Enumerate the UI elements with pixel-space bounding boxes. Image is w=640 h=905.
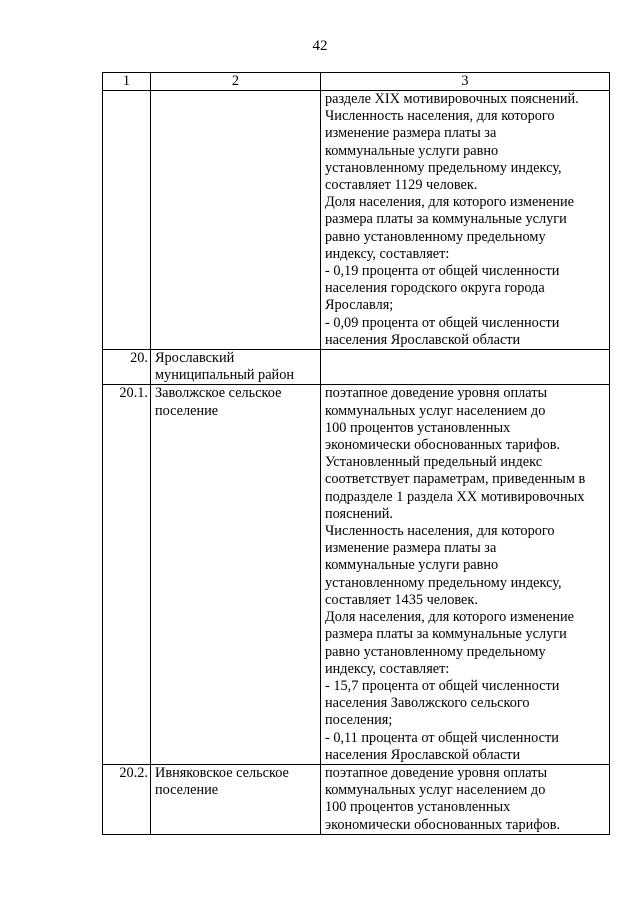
description-cell: [321, 91, 610, 350]
municipality-name-cell: [151, 385, 321, 764]
row-number-cell: 20.: [103, 350, 151, 385]
page-number: 42: [312, 38, 328, 54]
row-number-cell: 20.2.: [103, 764, 151, 834]
description-line: размера платы за коммунальные услуги: [325, 626, 567, 643]
table-header: [103, 73, 610, 91]
description-line: населения Ярославской области: [325, 331, 521, 348]
description-line: Доля населения, для которого изменение: [325, 609, 574, 626]
description-line: коммунальных услуг населением до: [325, 782, 546, 799]
description-line: размера платы за коммунальные услуги: [325, 211, 567, 228]
description-line: Установленный предельный индекс: [325, 454, 543, 471]
description-line: поэтапное доведение уровня оплаты: [325, 385, 548, 402]
description-line: поселения;: [325, 712, 393, 729]
column-header-2: 2: [151, 73, 321, 91]
description-line: индексу, составляет:: [325, 660, 450, 677]
description-line: равно установленному предельному: [325, 643, 546, 660]
description-line: установленному предельному индексу,: [325, 574, 562, 591]
municipality-name-cell: [151, 764, 321, 834]
municipality-name-cell: [151, 350, 321, 385]
description-line: Доля населения, для которого изменение: [325, 194, 574, 211]
description-line: - 15,7 процента от общей численности: [325, 677, 560, 694]
description-cell: [321, 764, 610, 834]
description-line: равно установленному предельному: [325, 228, 546, 245]
description-line: изменение размера платы за: [325, 540, 497, 557]
table-row: [103, 91, 610, 350]
row-number-cell: [103, 91, 151, 350]
description-line: - 0,11 процента от общей численности: [325, 729, 559, 746]
municipality-name-line: поселение: [155, 782, 219, 799]
description-line: пояснений.: [325, 505, 393, 522]
description-line: изменение размера платы за: [325, 125, 497, 142]
description-line: экономически обоснованных тарифов.: [325, 816, 561, 833]
description-line: коммунальные услуги равно: [325, 557, 499, 574]
description-line: установленному предельному индексу,: [325, 159, 562, 176]
municipality-name-line: муниципальный район: [155, 367, 295, 384]
municipality-name-line: Ивняковское сельское: [155, 764, 289, 781]
description-line: коммунальные услуги равно: [325, 142, 499, 159]
table-body: [103, 91, 610, 835]
description-line: разделе XIX мотивировочных пояснений.: [325, 91, 579, 107]
table-row: [103, 764, 610, 834]
description-line: подразделе 1 раздела XX мотивировочных: [325, 488, 585, 505]
description-line: 100 процентов установленных: [325, 799, 511, 816]
column-header-1: 1: [103, 73, 151, 91]
document-table: [102, 72, 610, 835]
description-line: составляет 1435 человек.: [325, 591, 478, 608]
description-line: - 0,19 процента от общей численности: [325, 263, 560, 280]
description-line: 100 процентов установленных: [325, 419, 511, 436]
description-line: индексу, составляет:: [325, 245, 450, 262]
table-header-row: [103, 73, 610, 91]
description-line: коммунальных услуг населением до: [325, 402, 546, 419]
description-line: - 0,09 процента от общей численности: [325, 314, 560, 331]
description-line: населения Заволжского сельского: [325, 695, 530, 712]
table-row: [103, 385, 610, 764]
description-line: соответствует параметрам, приведенным в: [325, 471, 586, 488]
table-row: [103, 350, 610, 385]
description-line: поэтапное доведение уровня оплаты: [325, 764, 548, 781]
municipality-name-line: поселение: [155, 402, 219, 419]
column-header-3: 3: [321, 73, 610, 91]
description-line: Численность населения, для которого: [325, 523, 555, 540]
municipality-name-line: Заволжское сельское: [155, 385, 282, 402]
description-line: экономически обоснованных тарифов.: [325, 437, 561, 454]
row-number-cell: 20.1.: [103, 385, 151, 764]
description-line: Ярославля;: [325, 297, 394, 314]
description-line: населения городского округа города: [325, 280, 545, 297]
municipality-name-line: Ярославский: [155, 350, 235, 367]
description-line: Численность населения, для которого: [325, 108, 555, 125]
municipality-name-cell: [151, 91, 321, 350]
description-line: составляет 1129 человек.: [325, 177, 478, 194]
description-cell: [321, 350, 610, 385]
description-cell: [321, 385, 610, 764]
description-line: населения Ярославской области: [325, 746, 521, 763]
